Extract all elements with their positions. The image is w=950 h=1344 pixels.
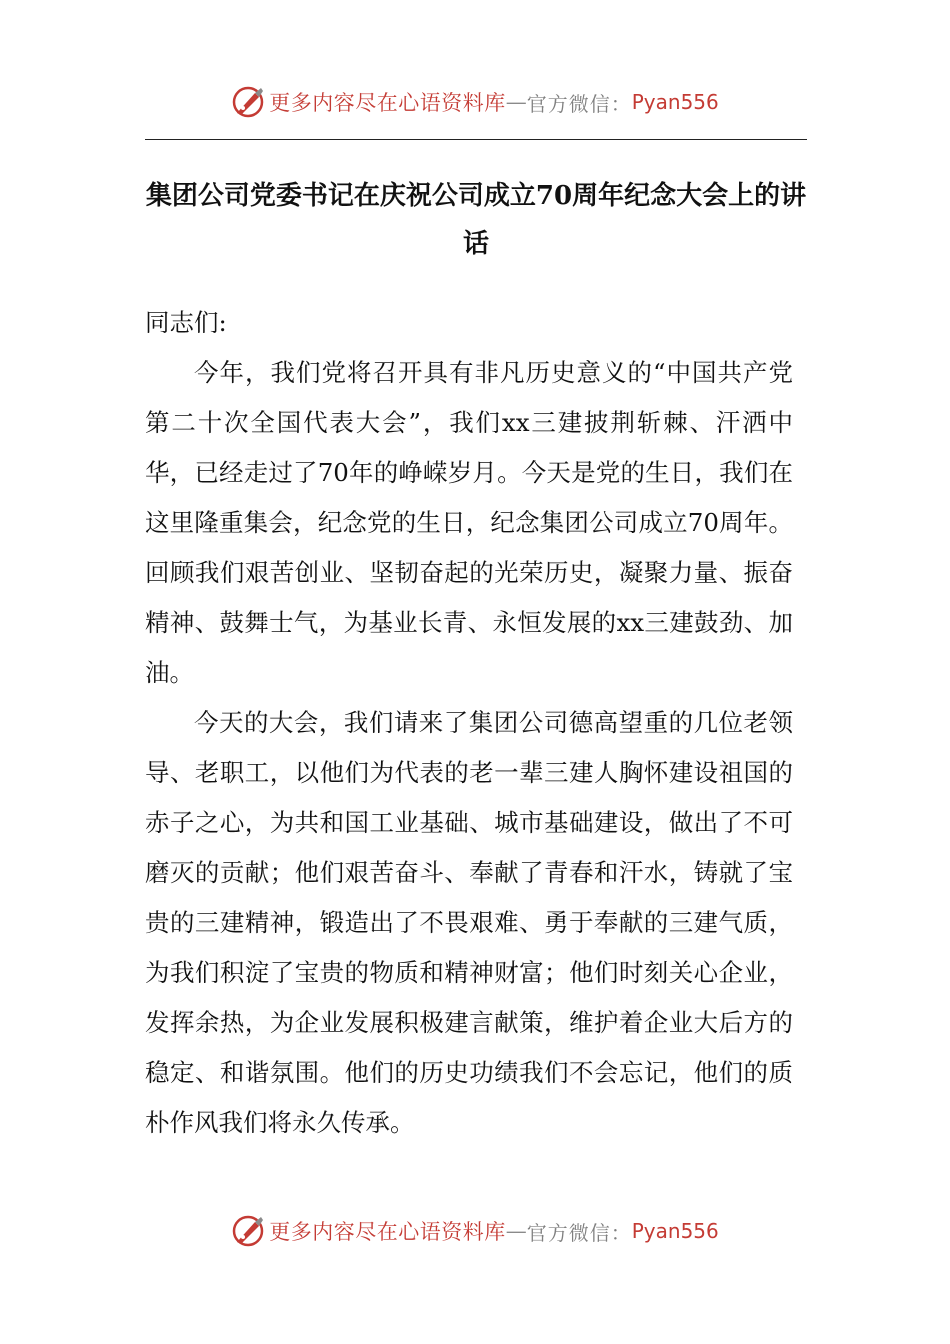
document-body (145, 298, 793, 1148)
header-watermark (0, 80, 950, 124)
salutation: 同志们: (145, 308, 227, 337)
footer-wechat-label: 官方微信： (526, 1220, 632, 1245)
document-title: 集团公司党委书记在庆祝公司成立70周年纪念大会上的讲话 (145, 181, 807, 259)
footer-watermark (0, 1209, 950, 1253)
pen-nib-logo-icon (231, 1214, 265, 1248)
pen-nib-logo-icon (231, 85, 265, 119)
header-wechat-label: 官方微信： (526, 91, 632, 116)
body-paragraph: 今年，我们党将召开具有非凡历史意义的“中国共产党第二十次全国代表大会”，我们xx三建披荆斩棘、汗洒中华，已经走过了70年的峥嵘岁月。今天是党的生日，我们在这里隆重集会，纪念党的生日，纪念集团公司成立70周年。回顾我们艰苦创业、坚韧奋起的光荣历史，凝聚力量、振奋精神、鼓舞士气，为基业长青、永恒发展的xx三建鼓劲、加油。 (145, 358, 793, 687)
header-separator: — (505, 90, 527, 114)
header-wechat-id: Pyan556 (631, 90, 719, 114)
header-divider (145, 139, 807, 140)
body-paragraph: 今天的大会，我们请来了集团公司德高望重的几位老领导、老职工，以他们为代表的老一辈三建人胸怀建设祖国的赤子之心，为共和国工业基础、城市基础建设，做出了不可磨灭的贡献；他们艰苦奋斗、奉献了青春和汗水，铸就了宝贵的三建精神，锻造出了不畏艰难、勇于奉献的三建气质，为我们积淀了宝贵的物质和精神财富；他们时刻关心企业，发挥余热，为企业发展积极建言献策，维护着企业大后方的稳定、和谐氛围。他们的历史功绩我们不会忘记，他们的质朴作风我们将永久传承。 (145, 708, 793, 1137)
header-brand-text: 更多内容尽在心语资料库 (269, 91, 506, 115)
footer-separator: — (505, 1219, 527, 1243)
footer-brand-text: 更多内容尽在心语资料库 (269, 1220, 506, 1244)
footer-wechat-id: Pyan556 (631, 1219, 719, 1243)
